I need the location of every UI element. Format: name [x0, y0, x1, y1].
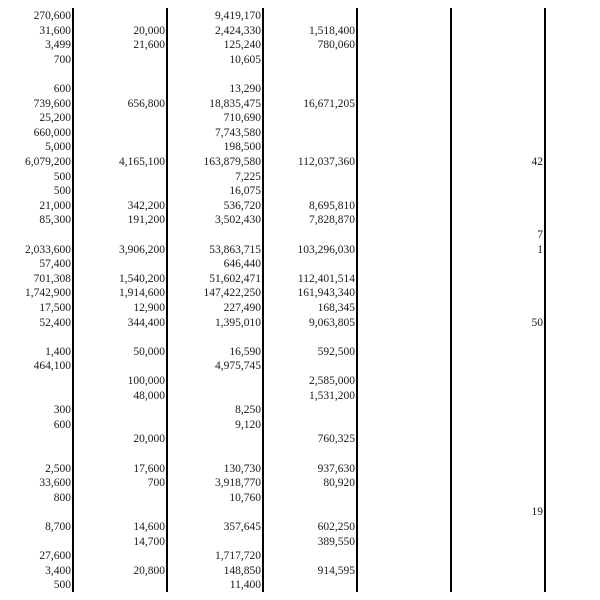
table-cell: 9,063,805 [309, 316, 355, 329]
table-cell: 57,400 [39, 258, 71, 271]
table-cell: 600 [53, 418, 71, 431]
table-cell: 4,165,100 [119, 156, 165, 168]
table-cell: 16,590 [229, 345, 261, 358]
table-cell: 389,550 [317, 535, 355, 548]
table-cell: 148,850 [223, 564, 261, 577]
table-row [0, 9, 600, 24]
table-row [0, 82, 600, 97]
table-cell: 3,918,770 [215, 477, 261, 490]
table-row [0, 330, 600, 345]
table-row [0, 403, 600, 418]
table-cell: 1,531,200 [309, 389, 355, 402]
table-cell: 1,742,900 [25, 287, 71, 300]
table-cell: 8,700 [45, 521, 71, 533]
table-cell: 33,600 [39, 477, 71, 490]
table-cell: 10,605 [229, 53, 261, 66]
table-cell: 19 [531, 506, 543, 519]
table-row [0, 345, 600, 360]
table-cell: 660,000 [33, 126, 71, 139]
table-row [0, 126, 600, 141]
table-row [0, 97, 600, 112]
table-row [0, 520, 600, 535]
table-cell: 1,540,200 [119, 272, 165, 285]
table-cell: 7,225 [235, 170, 261, 183]
table-cell: 103,296,030 [297, 243, 355, 256]
table-cell: 270,600 [33, 10, 71, 22]
table-row [0, 67, 600, 82]
table-cell: 600 [53, 83, 71, 95]
table-row [0, 535, 600, 550]
table-cell: 710,690 [223, 112, 261, 125]
table-row [0, 491, 600, 506]
table-cell: 13,290 [229, 83, 261, 95]
table-row [0, 140, 600, 155]
table-cell: 3,502,430 [215, 214, 261, 227]
table-cell: 21,600 [133, 39, 165, 52]
table-cell: 656,800 [127, 97, 165, 110]
table-cell: 1,914,600 [119, 287, 165, 300]
table-cell: 2,500 [45, 462, 71, 475]
table-cell: 7 [537, 229, 543, 241]
table-cell: 3,906,200 [119, 243, 165, 256]
table-row [0, 111, 600, 126]
table-cell: 20,000 [133, 24, 165, 37]
table-row [0, 505, 600, 520]
table-cell: 50 [531, 316, 543, 329]
table-cell: 17,600 [133, 462, 165, 475]
table-cell: 8,250 [235, 404, 261, 417]
table-cell: 168,345 [317, 302, 355, 314]
table-cell: 16,075 [229, 185, 261, 198]
table-cell: 16,671,205 [303, 97, 355, 110]
table-cell: 2,585,000 [309, 375, 355, 387]
table-cell: 10,760 [229, 491, 261, 504]
table-row [0, 578, 600, 593]
table-cell: 20,800 [133, 564, 165, 577]
table-row [0, 213, 600, 228]
table-cell: 198,500 [223, 141, 261, 154]
table-cell: 25,200 [39, 112, 71, 125]
table-cell: 914,595 [317, 564, 355, 577]
table-cell: 12,900 [133, 302, 165, 314]
table-cell: 14,600 [133, 521, 165, 533]
table-cell: 112,037,360 [297, 156, 355, 168]
table-cell: 500 [53, 170, 71, 183]
table-row [0, 184, 600, 199]
table-cell: 1,395,010 [215, 316, 261, 329]
table-cell: 1,518,400 [309, 24, 355, 37]
table-cell: 937,630 [317, 462, 355, 475]
table-row [0, 389, 600, 404]
table-cell: 9,419,170 [215, 10, 261, 22]
table-row [0, 476, 600, 491]
table-cell: 3,400 [45, 564, 71, 577]
table-cell: 18,835,475 [209, 97, 261, 110]
table-cell: 161,943,340 [297, 287, 355, 300]
table-cell: 163,879,580 [203, 156, 261, 168]
table-row [0, 374, 600, 389]
table-cell: 500 [53, 185, 71, 198]
table-cell: 700 [53, 53, 71, 66]
table-row [0, 272, 600, 287]
table-cell: 1,717,720 [215, 550, 261, 563]
table-row [0, 24, 600, 39]
table-row [0, 462, 600, 477]
table-cell: 227,490 [223, 302, 261, 314]
table-row [0, 447, 600, 462]
table-row [0, 549, 600, 564]
table-cell: 780,060 [317, 39, 355, 52]
table-cell: 1,400 [45, 345, 71, 358]
table-cell: 51,602,471 [209, 272, 261, 285]
table-cell: 739,600 [33, 97, 71, 110]
table-cell: 21,000 [39, 199, 71, 212]
table-cell: 147,422,250 [203, 287, 261, 300]
table-cell: 700 [147, 477, 165, 490]
table-cell: 50,000 [133, 345, 165, 358]
table-cell: 125,240 [223, 39, 261, 52]
table-cell: 2,424,330 [215, 24, 261, 37]
table-row [0, 564, 600, 579]
table-cell: 191,200 [127, 214, 165, 227]
table-cell: 53,863,715 [209, 243, 261, 256]
table-cell: 344,400 [127, 316, 165, 329]
table-row [0, 38, 600, 53]
table-cell: 342,200 [127, 199, 165, 212]
table-row [0, 243, 600, 258]
table-row [0, 170, 600, 185]
table-cell: 5,000 [45, 141, 71, 154]
table-cell: 14,700 [133, 535, 165, 548]
table-cell: 9,120 [235, 418, 261, 431]
table-cell: 3,499 [45, 39, 71, 52]
table-row [0, 432, 600, 447]
table-cell: 760,325 [317, 433, 355, 446]
table-cell: 52,400 [39, 316, 71, 329]
table-cell: 4,975,745 [215, 360, 261, 373]
table-row [0, 301, 600, 316]
table-cell: 464,100 [33, 360, 71, 373]
table-cell: 48,000 [133, 389, 165, 402]
table-cell: 357,645 [223, 521, 261, 533]
table-row [0, 359, 600, 374]
table-cell: 602,250 [317, 521, 355, 533]
table-row [0, 418, 600, 433]
table-row [0, 228, 600, 243]
table-cell: 7,743,580 [215, 126, 261, 139]
table-cell: 8,695,810 [309, 199, 355, 212]
table-cell: 130,730 [223, 462, 261, 475]
table-cell: 112,401,514 [297, 272, 355, 285]
table-cell: 646,440 [223, 258, 261, 271]
table-cell: 11,400 [229, 579, 261, 592]
table-cell: 7,828,870 [309, 214, 355, 227]
table-cell: 536,720 [223, 199, 261, 212]
table-cell: 500 [53, 579, 71, 592]
table-cell: 100,000 [127, 375, 165, 387]
table-cell: 80,920 [323, 477, 355, 490]
table-row [0, 257, 600, 272]
table-cell: 42 [531, 156, 543, 168]
table-cell: 300 [53, 404, 71, 417]
table-row [0, 53, 600, 68]
table-cell: 20,000 [133, 433, 165, 446]
table-cell: 85,300 [39, 214, 71, 227]
table-row [0, 199, 600, 214]
table-cell: 701,308 [33, 272, 71, 285]
table-cell: 1 [537, 243, 543, 256]
table-cell: 592,500 [317, 345, 355, 358]
table-cell: 2,033,600 [25, 243, 71, 256]
table-row [0, 316, 600, 331]
table-row [0, 155, 600, 170]
table-row [0, 286, 600, 301]
table-cell: 800 [53, 491, 71, 504]
table-cell: 27,600 [39, 550, 71, 563]
table-cell: 17,500 [39, 302, 71, 314]
table-cell: 6,079,200 [25, 156, 71, 168]
table-cell: 31,600 [39, 24, 71, 37]
